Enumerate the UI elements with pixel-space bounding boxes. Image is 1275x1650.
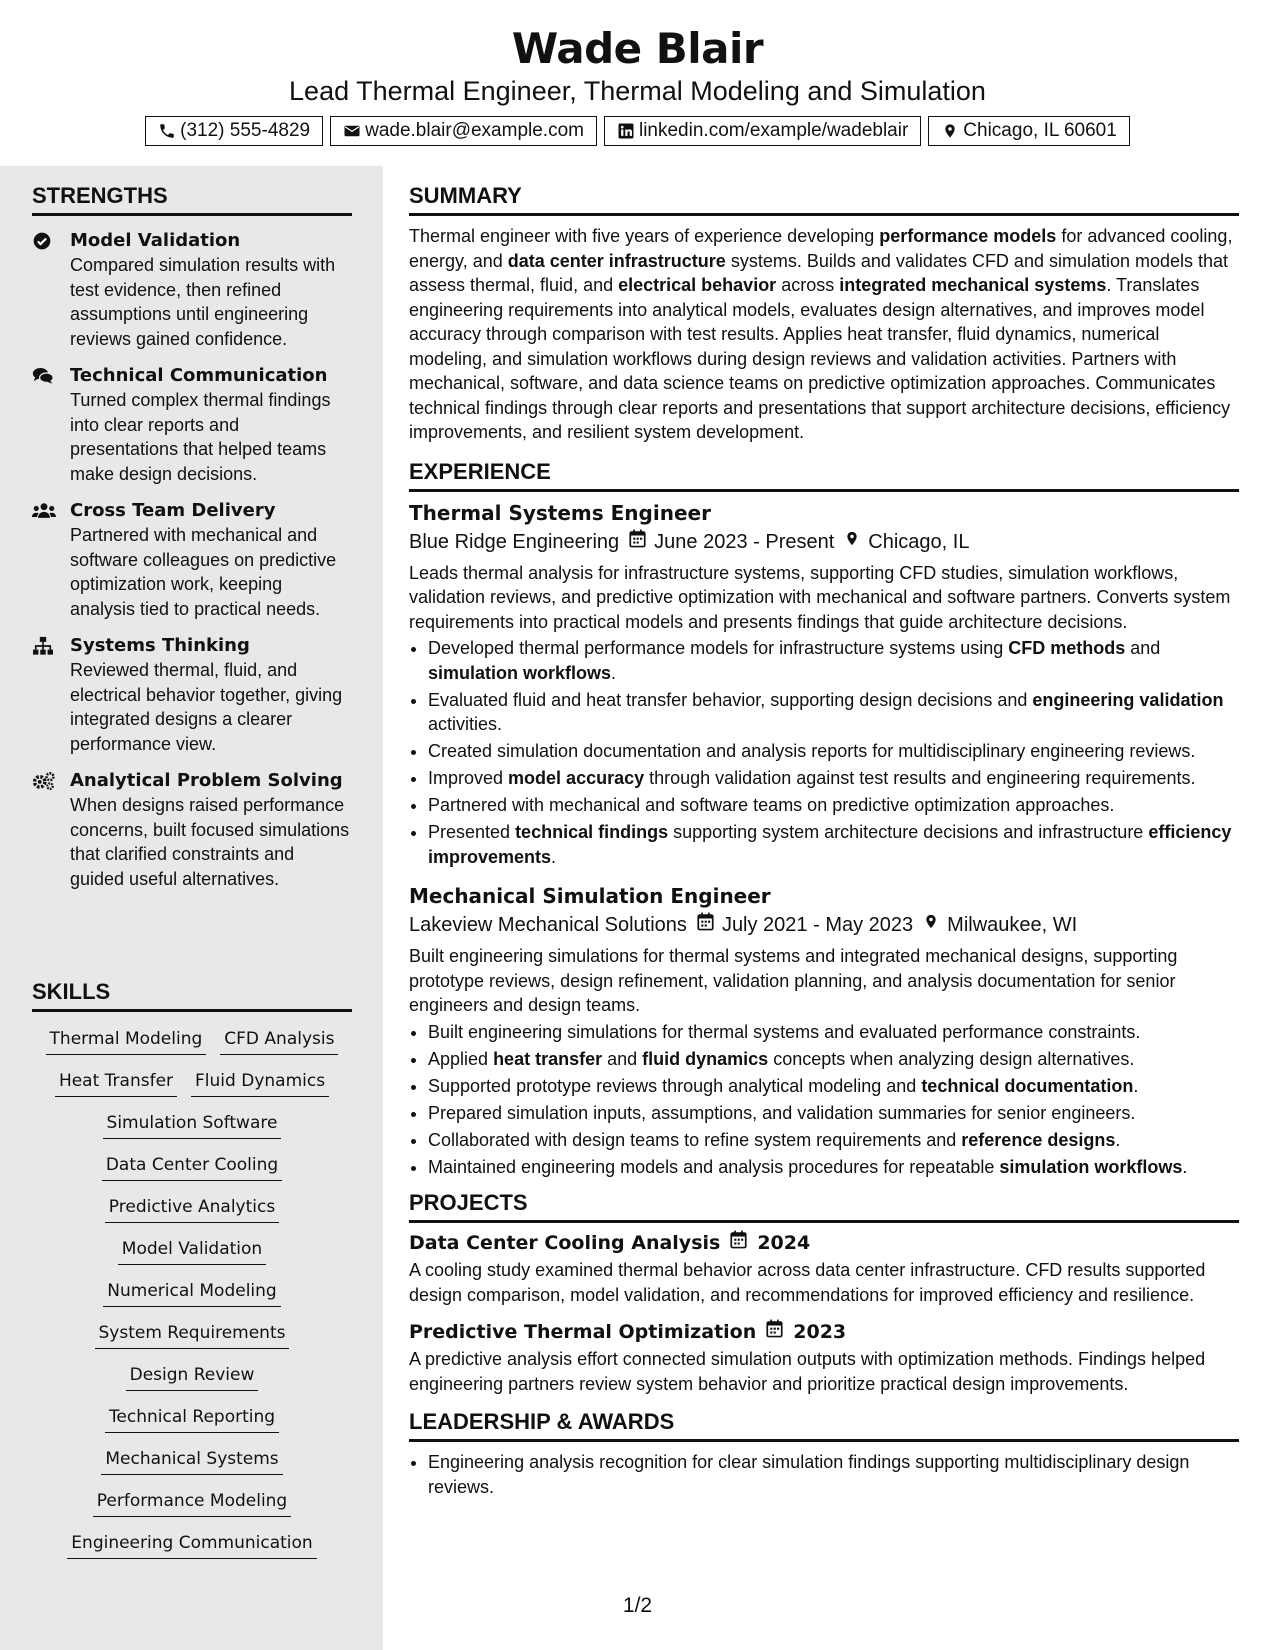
skill-tag: Heat Transfer <box>55 1068 177 1097</box>
project-desc: A predictive analysis effort connected simulation outputs with optimization methods. Findings helped engineering partners review system behavior and prioritize practical design improvements. <box>409 1349 1206 1394</box>
calendar-icon <box>697 910 714 940</box>
skills-heading: SKILLS <box>32 978 352 1012</box>
job-bullets <box>409 636 1239 869</box>
envelope-icon <box>343 122 361 140</box>
contact-email-text: wade.blair@example.com <box>365 120 584 141</box>
job-bullet <box>428 1047 1239 1072</box>
project-title: Predictive Thermal Optimization <box>409 1321 757 1343</box>
job-location <box>844 527 969 557</box>
strength-item <box>32 364 352 486</box>
map-pin-icon <box>844 527 860 557</box>
gears-icon <box>32 769 70 891</box>
strength-desc: Turned complex thermal findings into clear reports and presentations that helped teams make design decisions. <box>70 390 331 484</box>
skills-section <box>32 978 352 1559</box>
comments-icon <box>32 364 70 486</box>
job-bullet <box>428 766 1239 791</box>
text-run: . <box>551 846 557 867</box>
job-bullet <box>428 739 1239 764</box>
text-run: and <box>602 1048 643 1069</box>
text-run: Maintained engineering models and analysis procedures for repeatable <box>428 1156 1000 1177</box>
job-meta <box>409 527 1239 557</box>
page-number: 1/2 <box>622 1594 653 1617</box>
skill-tag: Numerical Modeling <box>103 1278 280 1307</box>
job-meta <box>409 910 1239 940</box>
skill-tag: Simulation Software <box>103 1110 282 1139</box>
strength-item <box>32 634 352 756</box>
job-bullet <box>428 820 1239 869</box>
text-run: Partnered with mechanical and software teams on predictive optimization approaches. <box>428 795 1115 815</box>
skill-tag: Mechanical Systems <box>101 1446 282 1475</box>
text-run: through validation against test results and engineering requirements. <box>644 768 1196 788</box>
strength-title: Analytical Problem Solving <box>70 770 343 791</box>
job-bullet <box>428 1128 1239 1153</box>
awards-section <box>409 1408 1239 1499</box>
job-dates <box>697 910 913 940</box>
job-bullet <box>428 688 1239 737</box>
summary-section <box>409 182 1239 445</box>
job-summary: Leads thermal analysis for infrastructure systems, supporting CFD studies, simulation workflows, validation reviews, and predictive optimization with mechanical and software partners. Converts system requirements into practical models and presents findings that guide architecture decisions. <box>409 562 1231 632</box>
job-dates-text: July 2021 - May 2023 <box>721 914 914 936</box>
text-run: . Translates engineering requirements into analytical models, evaluates design alternatives, and improves model accuracy through comparison with test results. Applies heat transfer, fluid dynamics, numerical modeling, and simulation workflows during design reviews and validation activities. Partners with mechanical, software, and data science teams on predictive optimization approaches. Communicates technical findings through clear reports and presentations that support architecture decisions, efficiency improvements, and resilient system development. <box>409 275 1231 442</box>
phone-icon <box>158 122 176 140</box>
bold-text: CFD methods <box>1008 638 1126 658</box>
bold-text: data center infrastructure <box>507 250 726 271</box>
strength-title: Systems Thinking <box>70 635 250 656</box>
skills-list <box>32 1026 352 1559</box>
job-bullet <box>428 1074 1239 1099</box>
text-run: Thermal engineer with five years of experience developing <box>409 226 880 246</box>
job-bullet <box>428 1155 1239 1180</box>
calendar-icon <box>766 1317 783 1347</box>
text-run: Evaluated fluid and heat transfer behavior, supporting design decisions and <box>428 689 1033 710</box>
strength-desc: Compared simulation results with test evidence, then refined assumptions until engineering reviews gained confidence. <box>70 255 336 349</box>
bold-text: performance models <box>879 226 1057 246</box>
calendar-icon <box>629 527 646 557</box>
job-title: Thermal Systems Engineer <box>409 500 711 525</box>
calendar-icon <box>730 1228 747 1258</box>
sidebar <box>0 166 383 1650</box>
users-icon <box>32 499 70 621</box>
contact-location-text: Chicago, IL 60601 <box>963 120 1117 141</box>
strength-title: Technical Communication <box>70 365 328 386</box>
strength-item <box>32 229 352 351</box>
strength-title: Cross Team Delivery <box>70 500 276 521</box>
bold-text: model accuracy <box>508 768 645 788</box>
text-run: activities. <box>428 714 503 734</box>
skill-tag: System Requirements <box>95 1320 290 1349</box>
bold-text: simulation workflows <box>428 662 612 683</box>
main-column <box>409 166 1239 1502</box>
contact-location <box>928 116 1130 146</box>
text-run: Supported prototype reviews through analytical modeling and <box>428 1075 922 1096</box>
text-run: Built engineering simulations for thermal systems and evaluated performance constraints. <box>428 1021 1141 1042</box>
project-title-row <box>409 1228 1239 1258</box>
job-company: Lakeview Mechanical Solutions <box>409 914 687 936</box>
skill-tag: Data Center Cooling <box>102 1152 282 1181</box>
text-run: for advanced cooling, energy, and <box>409 226 1233 271</box>
skill-tag: Thermal Modeling <box>46 1026 207 1055</box>
strengths-section <box>32 182 352 891</box>
contact-phone[interactable] <box>145 116 323 146</box>
job-location-text: Milwaukee, WI <box>947 914 1078 936</box>
contact-bar <box>0 116 1275 146</box>
strength-desc: When designs raised performance concerns, built focused simulations that clarified constraints and guided useful alternatives. <box>70 795 350 889</box>
awards-heading: LEADERSHIP & AWARDS <box>409 1408 1239 1442</box>
text-run: . <box>611 662 617 683</box>
sitemap-icon <box>32 634 70 756</box>
skill-tag: Fluid Dynamics <box>191 1068 329 1097</box>
text-run: Developed thermal performance models for infrastructure systems using <box>428 638 1009 658</box>
bold-text: integrated mechanical systems <box>839 275 1107 295</box>
strength-item <box>32 769 352 891</box>
bold-text: reference designs <box>961 1129 1116 1150</box>
job-bullet <box>428 1101 1239 1126</box>
text-run: and <box>1125 638 1161 658</box>
text-run: . <box>1115 1129 1121 1150</box>
map-pin-icon <box>941 122 959 140</box>
job-entry <box>409 882 1239 1179</box>
text-run: . <box>1182 1156 1188 1177</box>
text-run: Prepared simulation inputs, assumptions, and validation summaries for senior engineers. <box>428 1102 1136 1123</box>
job-dates-text: June 2023 - Present <box>654 530 835 553</box>
job-title: Mechanical Simulation Engineer <box>409 884 771 908</box>
job-dates <box>629 527 834 557</box>
awards-list <box>409 1450 1239 1499</box>
contact-linkedin[interactable] <box>604 116 921 146</box>
strength-desc: Partnered with mechanical and software colleagues on predictive optimization work, keeping analysis tied to practical needs. <box>70 525 337 619</box>
text-run: concepts when analyzing design alternatives. <box>768 1048 1135 1069</box>
bold-text: electrical behavior <box>618 275 777 295</box>
candidate-title: Lead Thermal Engineer, Thermal Modeling and Simulation <box>289 76 986 106</box>
project-title-row <box>409 1317 1239 1347</box>
strength-title: Model Validation <box>70 230 241 251</box>
experience-heading: EXPERIENCE <box>409 458 1239 492</box>
contact-linkedin-text: linkedin.com/example/wadeblair <box>638 120 909 141</box>
job-bullet <box>428 1020 1239 1045</box>
text-run: Created simulation documentation and analysis reports for multidisciplinary engineering reviews. <box>428 741 1196 761</box>
bold-text: efficiency improvements <box>428 822 1232 867</box>
job-company: Blue Ridge Engineering <box>409 530 620 553</box>
strengths-heading: STRENGTHS <box>32 182 352 216</box>
award-item: • Engineering analysis recognition for clear simulation findings supporting multidisciplinary design reviews. <box>428 1450 1239 1499</box>
bold-text: technical documentation <box>921 1075 1134 1096</box>
bold-text: fluid dynamics <box>642 1048 769 1069</box>
skill-tag: Predictive Analytics <box>105 1194 279 1223</box>
text-run: systems. Builds and validates CFD and simulation models that assess thermal, fluid, and <box>409 250 1229 295</box>
project-title: Data Center Cooling Analysis <box>409 1232 721 1254</box>
bold-text: engineering validation <box>1032 689 1224 710</box>
text-run: across <box>776 275 840 295</box>
check-circle-icon <box>32 229 70 351</box>
job-bullet <box>428 793 1239 818</box>
summary-text <box>409 224 1239 445</box>
text-run: Applied <box>428 1048 494 1069</box>
job-entry <box>409 499 1239 870</box>
text-run: supporting system architecture decisions and infrastructure <box>668 822 1149 842</box>
skill-tag: CFD Analysis <box>220 1026 338 1055</box>
map-pin-icon <box>923 910 939 940</box>
projects-heading: PROJECTS <box>409 1189 1239 1223</box>
skill-tag: Design Review <box>126 1362 259 1391</box>
skill-tag: Model Validation <box>118 1236 266 1265</box>
job-location-text: Chicago, IL <box>868 530 970 553</box>
text-run: . <box>1133 1075 1139 1096</box>
summary-heading: SUMMARY <box>409 182 1239 216</box>
linkedin-icon <box>617 122 635 140</box>
contact-phone-text: (312) 555-4829 <box>180 120 311 141</box>
experience-section <box>409 458 1239 1180</box>
bold-text: simulation workflows <box>999 1156 1183 1177</box>
project-year: 2023 <box>793 1321 847 1343</box>
job-bullets <box>409 1020 1239 1180</box>
bold-text: heat transfer <box>493 1048 603 1069</box>
skill-tag: Engineering Communication <box>67 1530 316 1559</box>
project-entry <box>409 1317 1239 1396</box>
text-run: Presented <box>428 822 516 842</box>
text-run: Improved <box>428 768 509 788</box>
project-desc: A cooling study examined thermal behavior across data center infrastructure. CFD results supported design comparison, model validation, and recommendations for improved efficiency and resilience. <box>409 1260 1206 1305</box>
projects-section <box>409 1189 1239 1396</box>
skill-tag: Technical Reporting <box>105 1404 279 1433</box>
project-entry <box>409 1228 1239 1307</box>
job-bullet <box>428 636 1239 685</box>
candidate-name: Wade Blair <box>511 24 764 73</box>
project-year: 2024 <box>757 1232 811 1254</box>
resume-header <box>0 0 1275 166</box>
text-run: Collaborated with design teams to refine system requirements and <box>428 1129 962 1150</box>
bold-text: technical findings <box>515 822 669 842</box>
strength-desc: Reviewed thermal, fluid, and electrical behavior together, giving integrated designs a clearer performance view. <box>70 660 343 754</box>
skill-tag: Performance Modeling <box>93 1488 291 1517</box>
contact-email[interactable] <box>330 116 597 146</box>
job-summary: Built engineering simulations for thermal systems and integrated mechanical designs, supporting prototype reviews, design refinement, validation planning, and analysis documentation for senior engineers and design teams. <box>409 946 1178 1015</box>
job-location <box>923 910 1077 940</box>
strength-item <box>32 499 352 621</box>
